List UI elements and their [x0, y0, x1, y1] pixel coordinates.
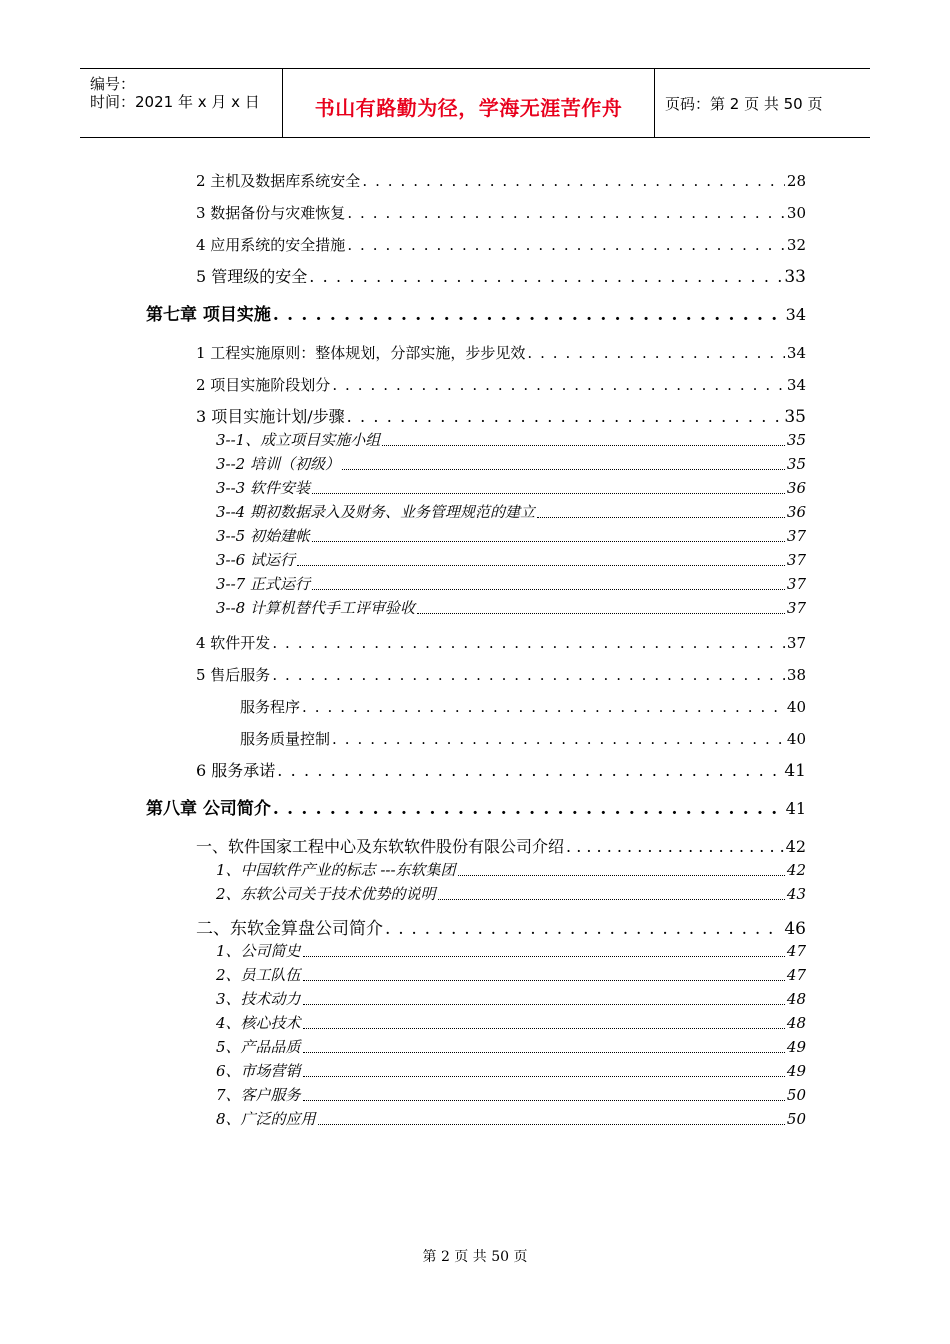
toc-leader — [273, 799, 784, 819]
toc-entry-page: 40 — [786, 698, 806, 716]
toc-entry[interactable] — [196, 404, 806, 427]
toc-entry-page: 50 — [786, 1086, 806, 1104]
toc-leader — [272, 634, 785, 652]
toc-leader — [537, 517, 785, 518]
toc-subentry[interactable] — [216, 1084, 806, 1105]
toc-leader — [347, 236, 785, 254]
toc-entry-page: 33 — [784, 267, 806, 287]
toc-entry-page: 36 — [786, 503, 806, 521]
number-label: 编号： — [90, 75, 136, 93]
toc-chapter[interactable] — [146, 300, 806, 325]
toc-leader — [347, 407, 783, 426]
toc-leader — [303, 1100, 785, 1101]
toc-subentry[interactable] — [216, 988, 806, 1009]
toc-entry-page: 42 — [785, 837, 806, 856]
toc-section[interactable] — [196, 914, 806, 939]
toc-subentry[interactable] — [216, 940, 806, 961]
toc-entry[interactable] — [196, 234, 806, 255]
toc-entry-title: 第八章 公司简介 — [146, 799, 271, 819]
toc-subentry[interactable] — [216, 477, 806, 498]
toc-entry-page: 34 — [786, 376, 806, 394]
toc-leader — [458, 875, 785, 876]
toc-entry-page: 37 — [786, 599, 806, 617]
toc-entry-page: 36 — [786, 479, 806, 497]
toc-subentry[interactable] — [216, 525, 806, 546]
toc-subentry[interactable] — [216, 883, 806, 904]
toc-leader — [382, 445, 785, 446]
toc-entry-title: 4、核心技术 — [216, 1014, 301, 1032]
toc-entry-title: 3--3 软件安装 — [216, 479, 310, 497]
toc-entry-title: 3--2 培训（初级） — [216, 455, 340, 473]
toc-entry-title: 5 管理级的安全 — [196, 267, 308, 286]
toc-entry-page: 34 — [785, 305, 806, 324]
toc-entry-page: 50 — [786, 1110, 806, 1128]
toc-entry-page: 28 — [786, 172, 806, 190]
toc-entry-page: 35 — [786, 455, 806, 473]
toc-leader — [332, 376, 785, 394]
time-label: 时间：2021 年 x 月 x 日 — [90, 93, 260, 111]
toc-entry[interactable] — [240, 696, 806, 717]
toc-entry-title: 第七章 项目实施 — [146, 305, 271, 325]
toc-subentry[interactable] — [216, 453, 806, 474]
toc-entry-title: 6 服务承诺 — [196, 761, 276, 780]
toc-leader — [362, 172, 785, 190]
toc-entry-title: 3--6 试运行 — [216, 551, 295, 569]
motto-text: 书山有路勤为径，学海无涯苦作舟 — [314, 96, 623, 120]
toc-subentry[interactable] — [216, 501, 806, 522]
toc-entry-page: 47 — [786, 942, 806, 960]
toc-entry-title: 3--1、成立项目实施小组 — [216, 431, 381, 449]
toc-leader — [303, 980, 785, 981]
toc-entry-page: 47 — [786, 966, 806, 984]
toc-entry-page: 43 — [786, 885, 806, 903]
toc-section[interactable] — [196, 834, 806, 857]
toc-subentry[interactable] — [216, 573, 806, 594]
toc-entry[interactable] — [196, 342, 806, 363]
toc-entry-title: 3--7 正式运行 — [216, 575, 310, 593]
toc-leader — [332, 730, 785, 748]
toc-entry-title: 1、中国软件产业的标志 ---东软集团 — [216, 861, 456, 879]
toc-leader — [303, 1076, 785, 1077]
toc-entry[interactable] — [196, 632, 806, 653]
toc-leader — [297, 565, 785, 566]
toc-subentry[interactable] — [216, 1036, 806, 1057]
toc-entry-page: 37 — [786, 634, 806, 652]
toc-subentry[interactable] — [216, 1060, 806, 1081]
toc-entry-title: 3、技术动力 — [216, 990, 301, 1008]
toc-entry-page: 37 — [786, 575, 806, 593]
toc-entry-page: 30 — [786, 204, 806, 222]
toc-entry-title: 4 应用系统的安全措施 — [196, 236, 346, 254]
toc-entry-page: 35 — [786, 431, 806, 449]
header-page-label: 页码：第 2 页 共 50 页 — [665, 95, 823, 113]
toc-entry-page: 49 — [786, 1038, 806, 1056]
toc-leader — [309, 267, 782, 286]
page-footer: 第 2 页 共 50 页 — [422, 1249, 528, 1265]
toc-leader — [303, 1052, 785, 1053]
toc-entry-page: 37 — [786, 527, 806, 545]
toc-entry-title: 服务质量控制 — [240, 730, 331, 748]
toc-subentry[interactable] — [216, 597, 806, 618]
toc-subentry[interactable] — [216, 549, 806, 570]
toc-subentry[interactable] — [216, 859, 806, 880]
toc-leader — [303, 1028, 785, 1029]
toc-entry-page: 41 — [785, 799, 806, 818]
toc-entry-page: 40 — [786, 730, 806, 748]
toc-entry-title: 2、员工队伍 — [216, 966, 301, 984]
toc-entry[interactable] — [196, 758, 806, 781]
toc-subentry[interactable] — [216, 1108, 806, 1129]
toc-leader — [318, 1124, 785, 1125]
toc-entry-title: 2 主机及数据库系统安全 — [196, 172, 361, 190]
toc-leader — [385, 919, 782, 939]
toc-leader — [342, 469, 785, 470]
toc-entry[interactable] — [196, 170, 806, 191]
toc-entry-title: 1、公司简史 — [216, 942, 301, 960]
toc-leader — [272, 666, 785, 684]
toc-leader — [277, 761, 782, 780]
toc-leader — [303, 1004, 785, 1005]
toc-leader — [566, 837, 784, 856]
toc-entry-title: 5 售后服务 — [196, 666, 271, 684]
toc-entry-page: 41 — [784, 761, 806, 781]
toc-leader — [527, 344, 785, 362]
toc-entry[interactable] — [196, 374, 806, 395]
toc-entry-title: 3--5 初始建帐 — [216, 527, 310, 545]
toc-entry-title: 7、客户服务 — [216, 1086, 301, 1104]
toc-entry-title: 6、市场营销 — [216, 1062, 301, 1080]
toc-entry-title: 服务程序 — [240, 698, 301, 716]
toc-leader — [347, 204, 785, 222]
toc-chapter[interactable] — [146, 794, 806, 819]
toc-entry[interactable] — [240, 728, 806, 749]
toc-entry-title: 3 项目实施计划/步骤 — [196, 407, 345, 426]
toc-entry-page: 42 — [786, 861, 806, 879]
toc-entry-page: 35 — [784, 407, 806, 427]
toc-entry-page: 48 — [786, 990, 806, 1008]
toc-entry[interactable] — [196, 202, 806, 223]
toc-entry-page: 46 — [784, 919, 806, 939]
toc-leader — [302, 698, 785, 716]
toc-subentry[interactable] — [216, 429, 806, 450]
toc-entry-page: 49 — [786, 1062, 806, 1080]
toc-entry-page: 38 — [786, 666, 806, 684]
toc-subentry[interactable] — [216, 1012, 806, 1033]
toc-entry-title: 4 软件开发 — [196, 634, 271, 652]
toc-entry-title: 一、软件国家工程中心及东软软件股份有限公司介绍 — [196, 837, 565, 856]
toc-entry-title: 3 数据备份与灾难恢复 — [196, 204, 346, 222]
toc-entry-page: 48 — [786, 1014, 806, 1032]
toc-leader — [438, 899, 785, 900]
toc-entry-title: 5、产品品质 — [216, 1038, 301, 1056]
toc-entry-page: 34 — [786, 344, 806, 362]
toc-entry-title: 二、东软金算盘公司简介 — [196, 919, 383, 939]
toc-entry[interactable] — [196, 264, 806, 287]
toc-entry-title: 2 项目实施阶段划分 — [196, 376, 331, 394]
toc-entry-title: 2、东软公司关于技术优势的说明 — [216, 885, 436, 903]
toc-entry[interactable] — [196, 664, 806, 685]
toc-entry-title: 8、广泛的应用 — [216, 1110, 316, 1128]
toc-leader — [312, 589, 785, 590]
toc-leader — [312, 541, 785, 542]
toc-leader — [312, 493, 785, 494]
toc-leader — [273, 305, 784, 325]
toc-entry-title: 3--8 计算机替代手工评审验收 — [216, 599, 415, 617]
toc-subentry[interactable] — [216, 964, 806, 985]
toc-entry-page: 37 — [786, 551, 806, 569]
toc-entry-page: 32 — [786, 236, 806, 254]
toc-leader — [417, 613, 785, 614]
toc-leader — [303, 956, 785, 957]
toc-entry-title: 1 工程实施原则：整体规划，分部实施，步步见效 — [196, 344, 526, 362]
toc-entry-title: 3--4 期初数据录入及财务、业务管理规范的建立 — [216, 503, 535, 521]
